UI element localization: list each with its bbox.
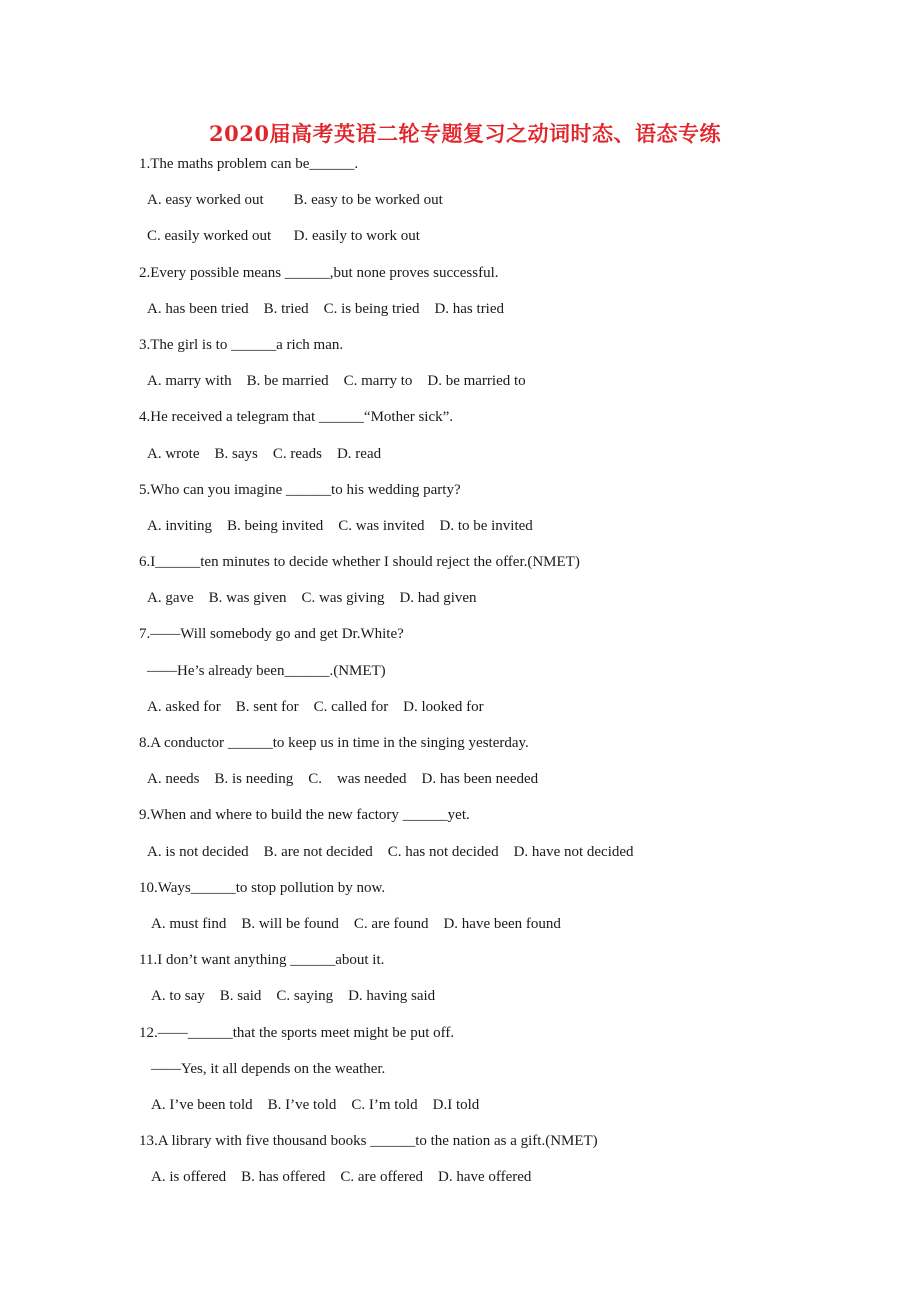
question-9-stem: 9.When and where to build the new factory ______yet. (139, 807, 470, 824)
question-1-stem: 1.The maths problem can be______. (139, 156, 359, 172)
question-list (139, 151, 839, 1200)
question-9-options: A. is not decided B. are not decided C. has not decided D. have not decided (147, 843, 634, 860)
question-6-options: A. gave B. was given C. was giving D. had given (147, 590, 477, 607)
question-5-options: A. inviting B. being invited C. was invited D. to be invited (147, 517, 533, 534)
question-2-options: A. has been tried B. tried C. is being tried D. has tried (147, 300, 505, 317)
question-10-stem: 10.Ways______to stop pollution by now. (139, 879, 386, 896)
question-4-options: A. wrote B. says C. reads D. read (147, 445, 382, 462)
question-13-options: A. is offered B. has offered C. are offered D. have offered (151, 1169, 532, 1186)
question-12-stem-reply: ——Yes, it all depends on the weather. (151, 1060, 386, 1077)
question-5-stem: 5.Who can you imagine ______to his wedding party? (139, 481, 461, 498)
question-2-stem: 2.Every possible means ______,but none proves successful. (139, 264, 499, 281)
question-12-stem: 12.——______that the sports meet might be put off. (139, 1024, 455, 1041)
question-7-stem: 7.——Will somebody go and get Dr.White? (139, 626, 404, 643)
question-10-options: A. must find B. will be found C. are found D. have been found (151, 915, 561, 932)
question-8-options: A. needs B. is needing C. was needed D. has been needed (147, 771, 539, 788)
question-13-stem: 13.A library with five thousand books ______to the nation as a gift.(NMET) (139, 1133, 598, 1150)
question-12-options: A. I’ve been told B. I’ve told C. I’m told D.I told (151, 1096, 480, 1113)
question-3-options: A. marry with B. be married C. marry to D. be married to (147, 373, 526, 390)
question-7-options: A. asked for B. sent for C. called for D. looked for (147, 698, 484, 715)
question-7-stem-reply: ——He’s already been______.(NMET) (147, 662, 386, 679)
question-1-options-row-2: C. easily worked out D. easily to work out (147, 228, 420, 245)
question-11-stem: 11.I don’t want anything ______about it. (139, 952, 385, 969)
document-title: 2020届高考英语二轮专题复习之动词时态、语态专练 (209, 121, 721, 146)
question-11-options: A. to say B. said C. saying D. having said (151, 988, 436, 1005)
question-8-stem: 8.A conductor ______to keep us in time in the singing yesterday. (139, 735, 529, 751)
question-3-stem: 3.The girl is to ______a rich man. (139, 336, 344, 353)
question-6-stem: 6.I______ten minutes to decide whether I should reject the offer.(NMET) (139, 554, 580, 571)
question-1-options-row-1: A. easy worked out B. easy to be worked out (147, 192, 443, 209)
question-4-stem: 4.He received a telegram that ______“Mother sick”. (139, 409, 454, 426)
